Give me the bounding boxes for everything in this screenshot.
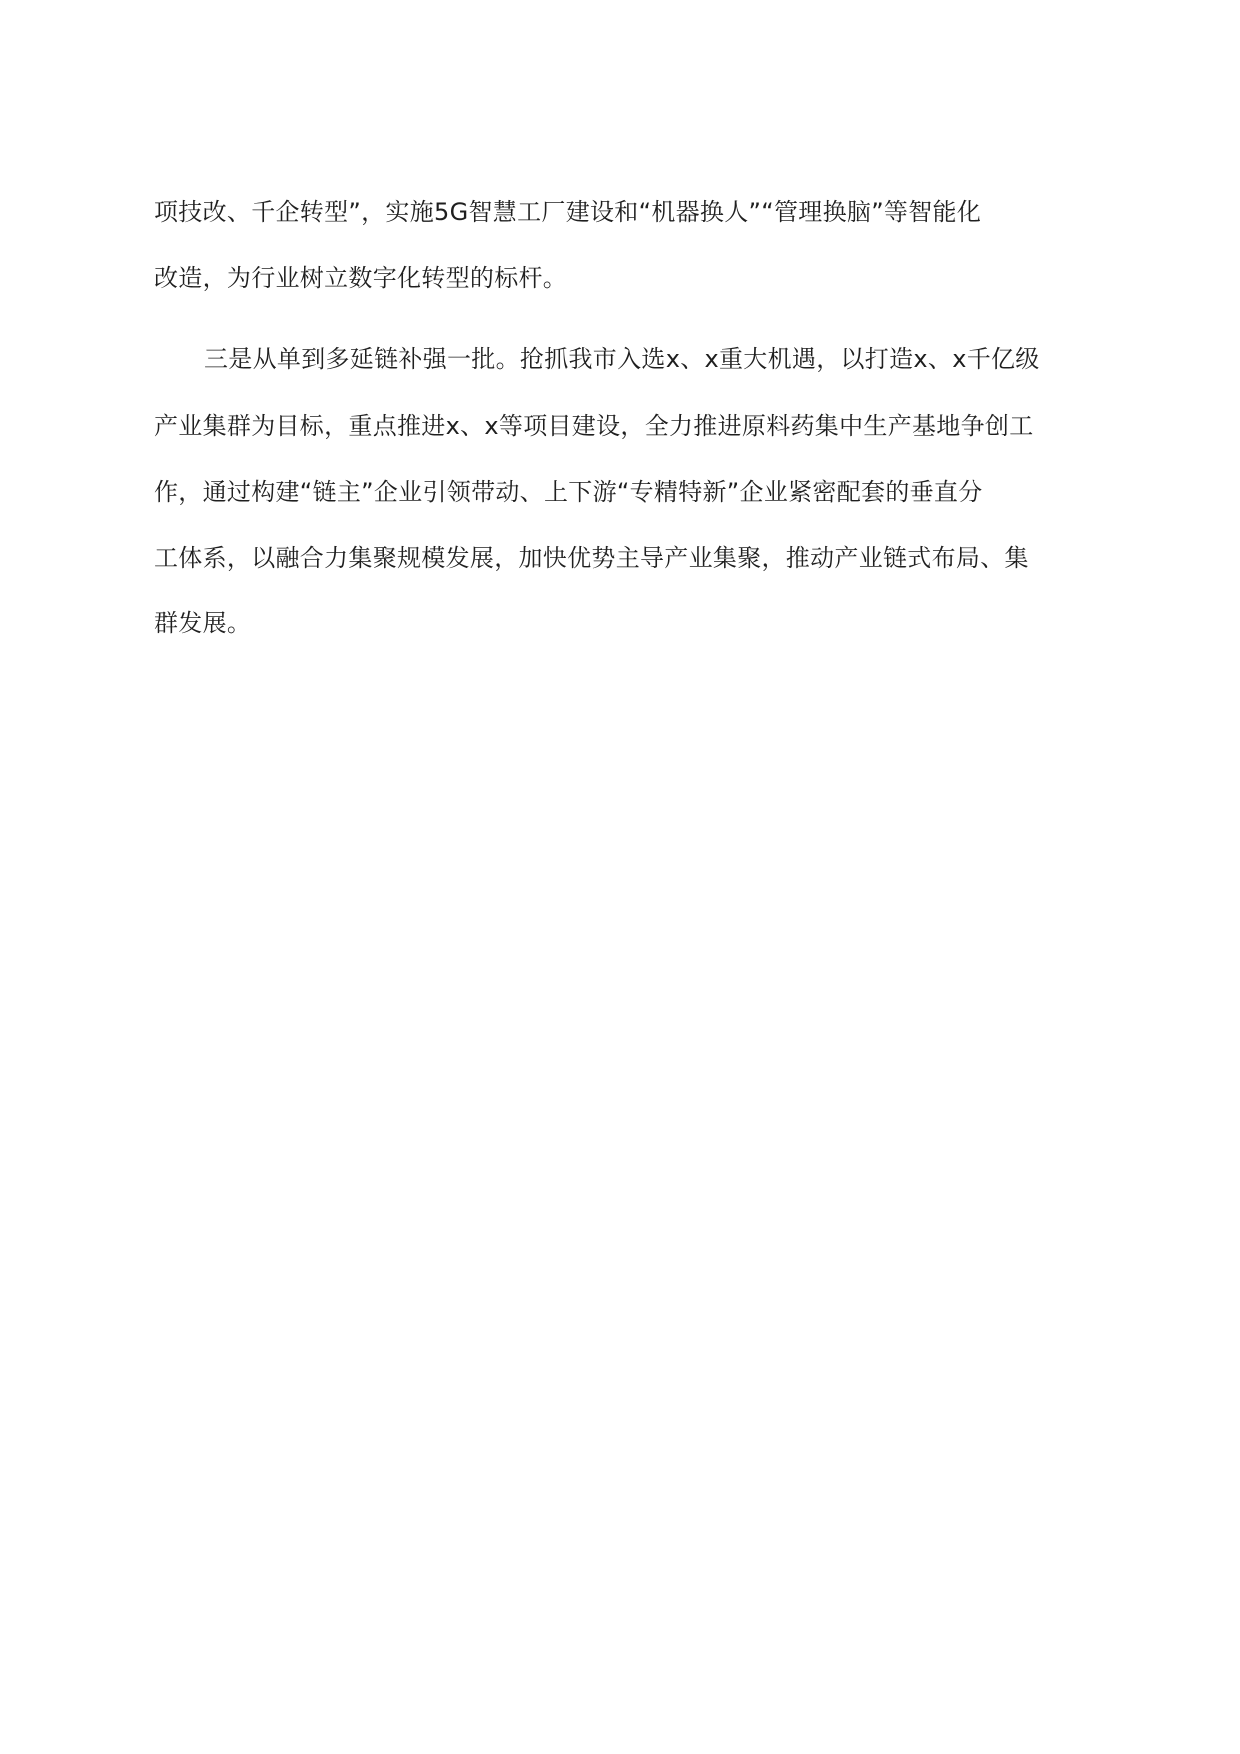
paragraph-2-line-4: 工体系，以融合力集聚规模发展，加快优势主导产业集聚，推动产业链式布局、集: [154, 544, 1029, 572]
paragraph-2-line-2: 产业集群为目标，重点推进x、x等项目建设，全力推进原料药集中生产基地争创工: [154, 412, 1034, 440]
paragraph-2-line-1: 三是从单到多延链补强一批。抢抓我市入选x、x重大机遇，以打造x、x千亿级: [204, 345, 1040, 373]
paragraph-2-line-5: 群发展。: [154, 609, 252, 637]
paragraph-1-line-2: 改造，为行业树立数字化转型的标杆。: [154, 264, 568, 292]
paragraph-1-line-1: 项技改、千企转型”，实施5G智慧工厂建设和“机器换人”“管理换脑”等智能化: [154, 198, 982, 226]
paragraph-2-line-3: 作，通过构建“链主”企业引领带动、上下游“专精特新”企业紧密配套的垂直分: [154, 478, 983, 506]
